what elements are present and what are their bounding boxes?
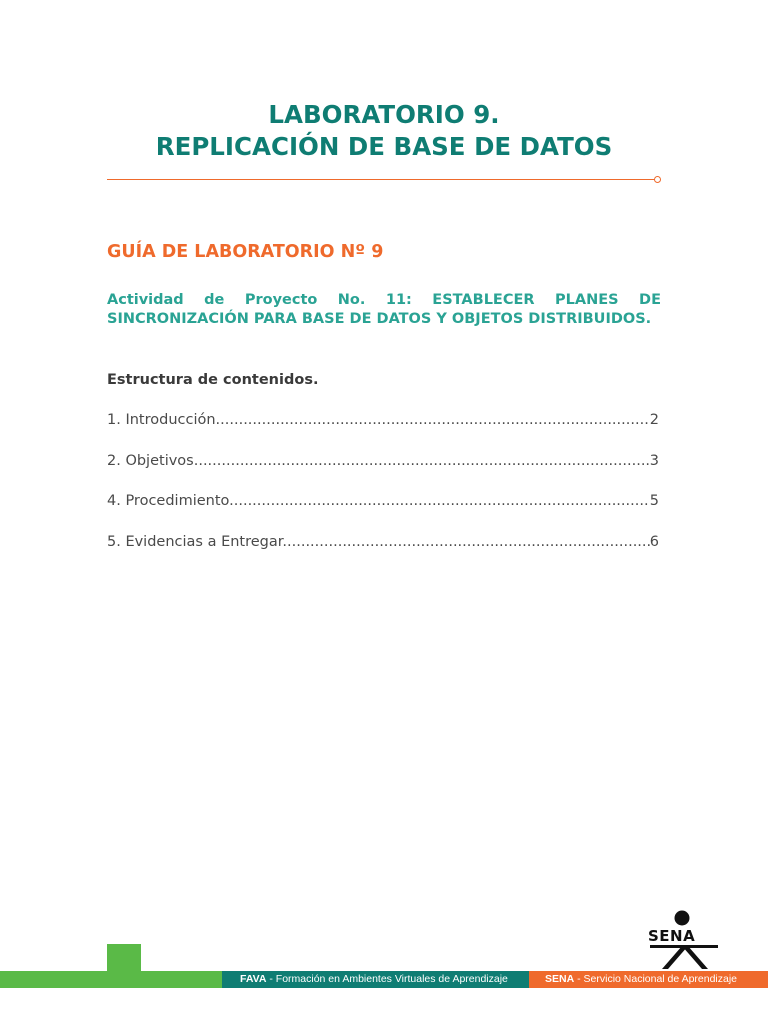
activity-description: Actividad de Proyecto No. 11: ESTABLECER PLANES DE SINCRONIZACIÓN PARA BASE DE DATOS Y OBJETOS DISTRIBUIDOS.	[107, 292, 661, 327]
toc-leader-dots	[287, 532, 650, 552]
footer-fava-bold: FAVA	[240, 973, 267, 985]
footer-green-accent	[107, 944, 141, 972]
footer-sena-bold: SENA	[545, 973, 575, 985]
toc-item-objetivos[interactable]	[107, 451, 659, 492]
toc-leader-dots	[234, 491, 650, 511]
toc-item-introduccion[interactable]	[107, 410, 659, 451]
page-title	[0, 99, 768, 163]
toc-item-page: 6	[649, 533, 659, 550]
svg-text:SENA: SENA	[648, 927, 696, 945]
footer-sena-label	[529, 971, 768, 988]
toc-item-label: 2. Objetivos.	[107, 452, 199, 469]
toc-item-evidencias[interactable]	[107, 532, 659, 573]
footer-fava-text: - Formación en Ambientes Virtuales de Aprendizaje	[266, 973, 508, 985]
toc-item-label: 5. Evidencias a Entregar.	[107, 533, 288, 550]
title-divider-end-circle	[654, 176, 661, 183]
toc-leader-dots	[198, 451, 649, 471]
toc-item-label: 4. Procedimiento.	[107, 493, 234, 509]
page-title-line-2: REPLICACIÓN DE BASE DE DATOS	[155, 132, 613, 161]
sena-logo	[644, 909, 724, 971]
toc-leader-dots	[216, 410, 650, 430]
footer-fava-label	[222, 971, 529, 988]
table-of-contents	[107, 410, 659, 572]
toc-item-procedimiento[interactable]	[107, 491, 659, 532]
page-title-line-1: LABORATORIO 9.	[268, 100, 500, 129]
footer-sena-text: - Servicio Nacional de Aprendizaje	[574, 973, 738, 985]
toc-item-page: 3	[649, 452, 659, 469]
guide-heading: GUÍA DE LABORATORIO Nº 9	[107, 242, 384, 262]
toc-item-page: 2	[649, 412, 659, 428]
title-divider	[107, 179, 658, 180]
toc-heading: Estructura de contenidos.	[107, 372, 319, 388]
toc-item-label: 1. Introducción	[107, 412, 216, 428]
toc-item-page: 5	[649, 493, 659, 509]
